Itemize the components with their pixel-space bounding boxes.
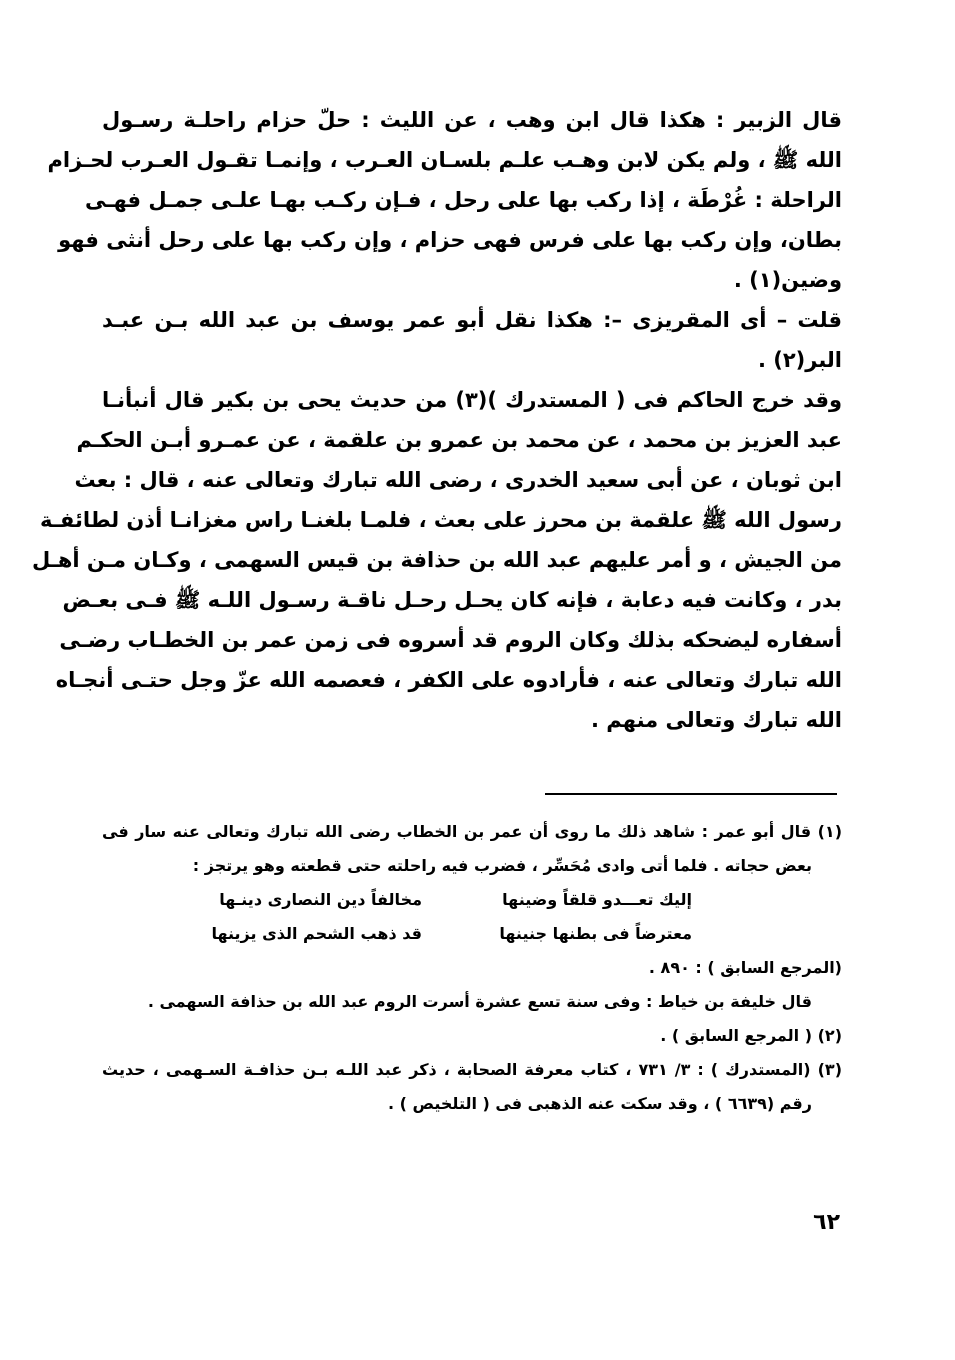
footnotes [102, 815, 842, 1121]
body-line: قلت – أى المقريزى –: هكذا نقل أبو عمر يوسف بن عبد الله بـن عبـد [102, 308, 842, 332]
poem-verse [102, 883, 842, 917]
body-line: من الجيش ، و أمر عليهم عبد الله بن حذافة بن قيس السهمى ، وكـان مـن أهـل [31, 548, 842, 572]
body-line: رسول الله ﷺ علقمة بن محرز على بعث ، فلمـا بلغنـا راس مغزانـا أذن لطائفـة [39, 508, 842, 532]
body-line: الراحلة : غُرْطَة ، إذا ركب بها على رحل ، فـإن ركـب بهـا علـى جمـل فهـى [85, 188, 842, 212]
poem-hemistich: إليك تعـــدو قلقاً وضينها [502, 890, 692, 909]
main-text [31, 100, 842, 740]
body-line: الله تبارك وتعالى عنه ، فأرادوه على الكفر ، فعصمه الله عزّ وجل حتـى أنجـاه [55, 668, 842, 692]
poem-hemistich: قد ذهب الشحم الذى يزينها [211, 924, 422, 943]
poem-verse [102, 917, 842, 951]
footnote-reference: (المرجع السابق ) : ٨٩٠ . [648, 958, 842, 977]
footnote-1-addition: قال خليفة بن خياط : وفى سنة تسع عشرة أسرت الروم عبد الله بن حذافة السهمى . [147, 992, 812, 1011]
footnote-1-line: بعض حجاته . فلما أتى وادى مُحَسِّر ، فضرب فيه راحلته حتى قطعته وهو يرتجز : [192, 856, 812, 875]
body-line: ابن ثوبان ، عن أبى سعيد الخدرى ، رضى الله تبارك وتعالى عنه ، قال : بعث [74, 468, 842, 492]
body-line: وضين(١) . [733, 268, 842, 292]
body-line: عبد العزيز بن محمد ، عن محمد بن عمرو بن علقمة ، عن عمـرو أبـن الحكـم [76, 428, 842, 452]
footnote-separator [545, 793, 837, 795]
poem-hemistich: مخالفاً دين النصارى دينـها [219, 890, 422, 909]
footnote-1-line: (١) قال أبو عمر : شاهد ذلك ما روى أن عمر بن الخطاب رضى الله تبارك وتعالى عنه سار فى [102, 822, 842, 841]
body-line: بدر ، وكانت فيه دعابة ، فإنه كان يحـل رحـل ناقـة رسـول اللـه ﷺ فـى بعـض [62, 588, 842, 612]
body-line: أسفاره ليضحكه بذلك وكان الروم قد أسروه فى زمن عمر بن الخطـاب رضـى [59, 628, 842, 652]
body-line: بطان، وإن ركب بها على فرس فهى حزام ، وإن ركب بها على رحل أنثى فهو [58, 228, 842, 252]
body-line: الله تبارك وتعالى منهم . [590, 708, 842, 732]
body-line: قال الزبير : هكذا قال ابن وهب ، عن الليث : حلّ حزام راحلـة رسـول [102, 108, 842, 132]
body-line: وقد خرج الحاكم فى ( المستدرك )(٣) من حديث يحى بن بكير قال أنبأنـا [102, 388, 842, 412]
footnote-2: (٢) ( المرجع السابق ) . [660, 1026, 842, 1045]
page-number: ٦٢ [813, 1210, 840, 1235]
footnote-3-line: رقم (٦٦٣٩ ) ، وقد سكت عنه الذهبى فى ( التلخيص ) . [387, 1094, 812, 1113]
poem-hemistich: معترضاً فى بطنها جنينها [499, 924, 692, 943]
body-line: البر(٢) . [757, 348, 842, 372]
body-line: الله ﷺ ، ولم يكن لابن وهـب علـم بلسـان العـرب ، وإنمـا تقـول العـرب لحـزام [47, 148, 842, 172]
footnote-3-line: (٣) (المستدرك ) : ٣/ ٧٣١ ، كتاب معرفة الصحابة ، ذكر عبد اللـه بـن حذافـة السـهمى ، حديث [102, 1060, 842, 1079]
